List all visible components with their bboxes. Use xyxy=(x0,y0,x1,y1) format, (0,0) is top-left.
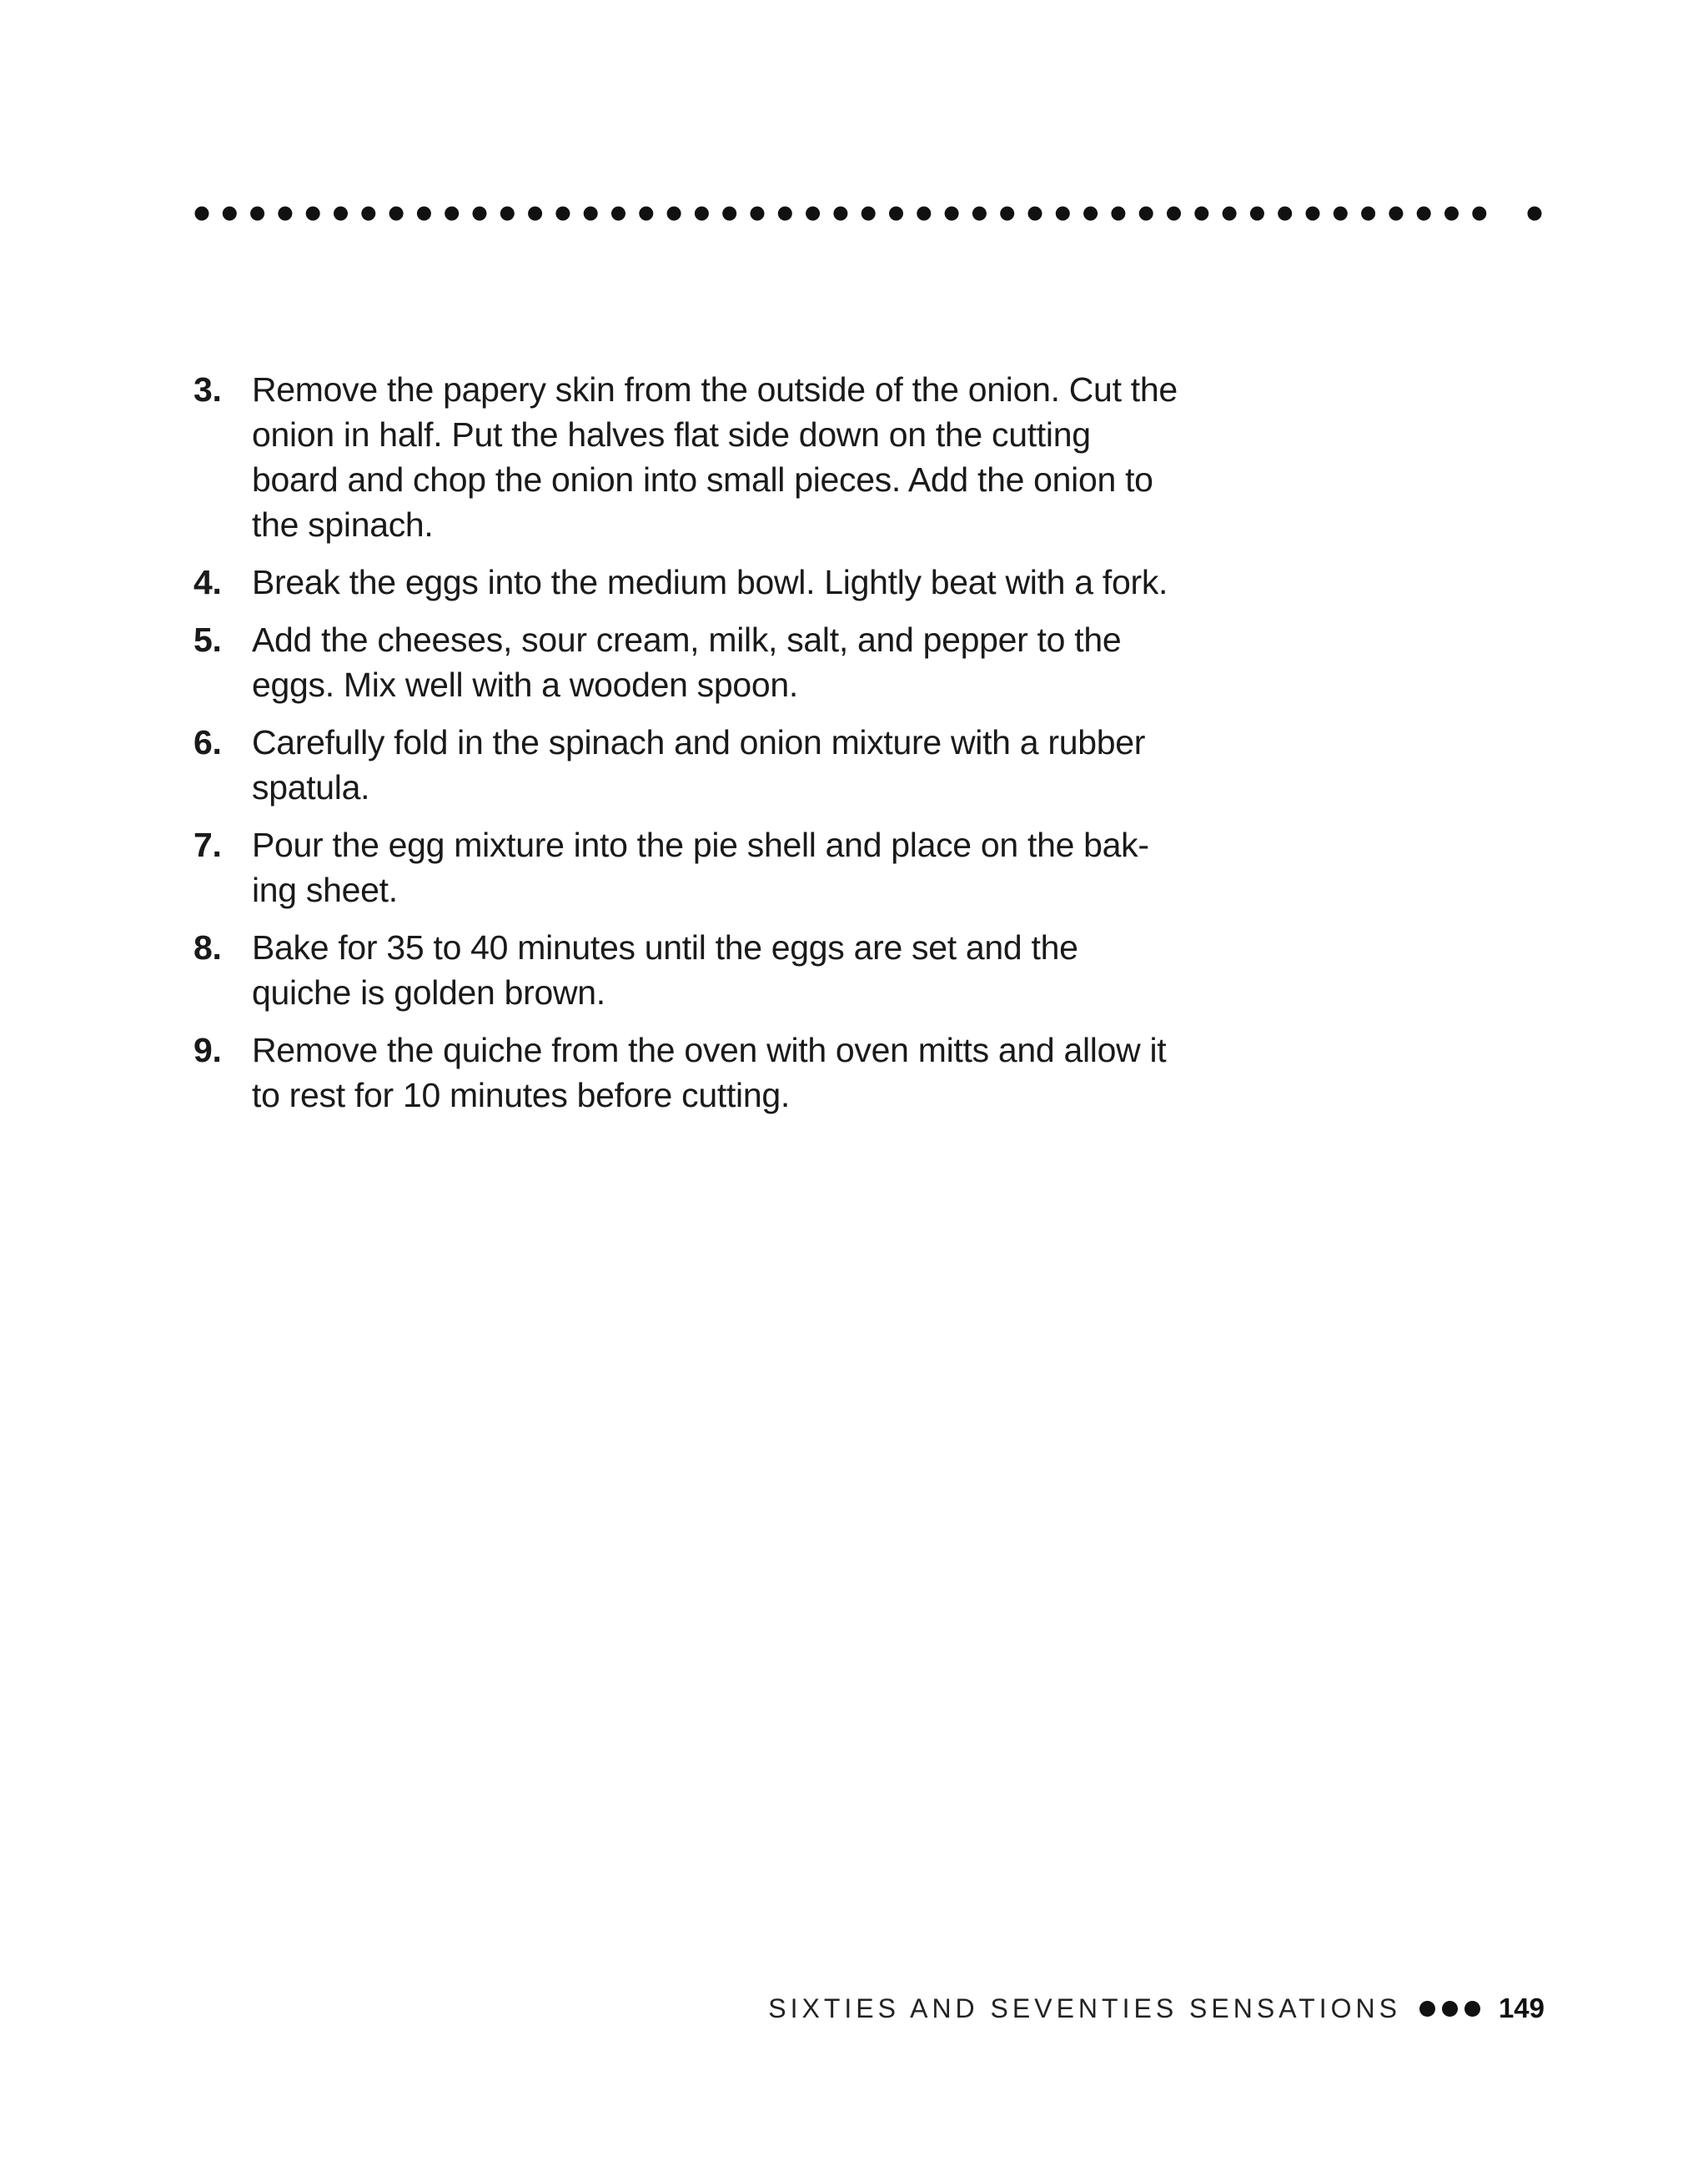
rule-dot xyxy=(473,207,487,221)
rule-dot xyxy=(1278,207,1292,221)
step-item xyxy=(193,617,1178,707)
rule-dot xyxy=(1444,207,1459,221)
page-footer xyxy=(768,1990,1545,2027)
rule-dot xyxy=(195,207,209,221)
rule-dot xyxy=(945,207,959,221)
dot-icon xyxy=(1442,2001,1458,2017)
rule-dot xyxy=(528,207,542,221)
step-number: 7. xyxy=(193,826,222,864)
rule-dot xyxy=(584,207,598,221)
footer-dots-ornament xyxy=(1419,2001,1480,2017)
rule-dot xyxy=(417,207,431,221)
step-number: 5. xyxy=(193,621,222,659)
step-text: Add the cheeses, sour cream, milk, salt, and pepper to the eggs. Mix well with a wooden spoon. xyxy=(252,621,1122,704)
rule-dot xyxy=(667,207,681,221)
step-item xyxy=(193,925,1178,1015)
dot-icon xyxy=(1464,2001,1480,2017)
rule-dot xyxy=(1250,207,1264,221)
rule-dot xyxy=(806,207,820,221)
rule-dot xyxy=(1389,207,1403,221)
rule-dot xyxy=(917,207,931,221)
step-number: 8. xyxy=(193,928,222,967)
rule-dot xyxy=(1223,207,1237,221)
dot-icon xyxy=(1419,2001,1435,2017)
page-number: 149 xyxy=(1498,1993,1545,2023)
instruction-steps xyxy=(193,367,1178,1130)
rule-dot xyxy=(1028,207,1042,221)
rule-dot xyxy=(1334,207,1348,221)
rule-dot xyxy=(695,207,709,221)
rule-dot xyxy=(862,207,876,221)
step-number: 9. xyxy=(193,1031,222,1069)
step-number: 3. xyxy=(193,370,222,409)
rule-dot xyxy=(1306,207,1320,221)
step-text: Remove the quiche from the oven with oven mitts and allow it to rest for 10 minutes before cutting. xyxy=(252,1031,1167,1114)
step-text: Pour the egg mixture into the pie shell and place on the bak- ing sheet. xyxy=(252,826,1149,909)
step-number: 4. xyxy=(193,563,222,601)
rule-dot xyxy=(972,207,987,221)
step-item xyxy=(193,720,1178,810)
rule-dot xyxy=(1194,207,1208,221)
rule-dot xyxy=(751,207,765,221)
rule-dot xyxy=(500,207,515,221)
rule-dot xyxy=(1056,207,1070,221)
rule-dot xyxy=(389,207,404,221)
rule-dot xyxy=(1111,207,1125,221)
rule-dot xyxy=(1361,207,1375,221)
rule-dot xyxy=(611,207,625,221)
step-text: Bake for 35 to 40 minutes until the eggs are set and the quiche is golden brown. xyxy=(252,928,1078,1012)
step-item xyxy=(193,1028,1178,1118)
rule-dot xyxy=(334,207,348,221)
rule-dot xyxy=(1167,207,1181,221)
step-item xyxy=(193,822,1178,912)
step-number: 6. xyxy=(193,723,222,761)
rule-dot xyxy=(361,207,375,221)
rule-dot xyxy=(833,207,847,221)
running-footer-title: SIXTIES AND SEVENTIES SENSATIONS xyxy=(768,1993,1401,2023)
rule-dot xyxy=(639,207,653,221)
rule-dot xyxy=(722,207,736,221)
step-item xyxy=(193,367,1178,547)
step-text: Remove the papery skin from the outside of the onion. Cut the onion in half. Put the halves flat side down on the cutting board and chop the onion into small pieces. Add the onion to the spinach. xyxy=(252,370,1178,544)
rule-dot xyxy=(1139,207,1153,221)
rule-dot xyxy=(889,207,903,221)
rule-dot xyxy=(1528,207,1542,221)
step-item xyxy=(193,560,1178,605)
rule-dot xyxy=(306,207,320,221)
rule-dot xyxy=(278,207,292,221)
rule-dot xyxy=(223,207,237,221)
rule-dot xyxy=(445,207,459,221)
rule-dot xyxy=(778,207,792,221)
rule-dot xyxy=(1083,207,1098,221)
rule-dot xyxy=(1417,207,1431,221)
step-text: Break the eggs into the medium bowl. Lightly beat with a fork. xyxy=(252,563,1168,601)
dotted-rule xyxy=(193,202,1545,225)
step-text: Carefully fold in the spinach and onion mixture with a rubber spatula. xyxy=(252,723,1146,807)
rule-dot xyxy=(1472,207,1486,221)
rule-dot xyxy=(555,207,570,221)
rule-dot xyxy=(250,207,264,221)
rule-dot xyxy=(1000,207,1014,221)
